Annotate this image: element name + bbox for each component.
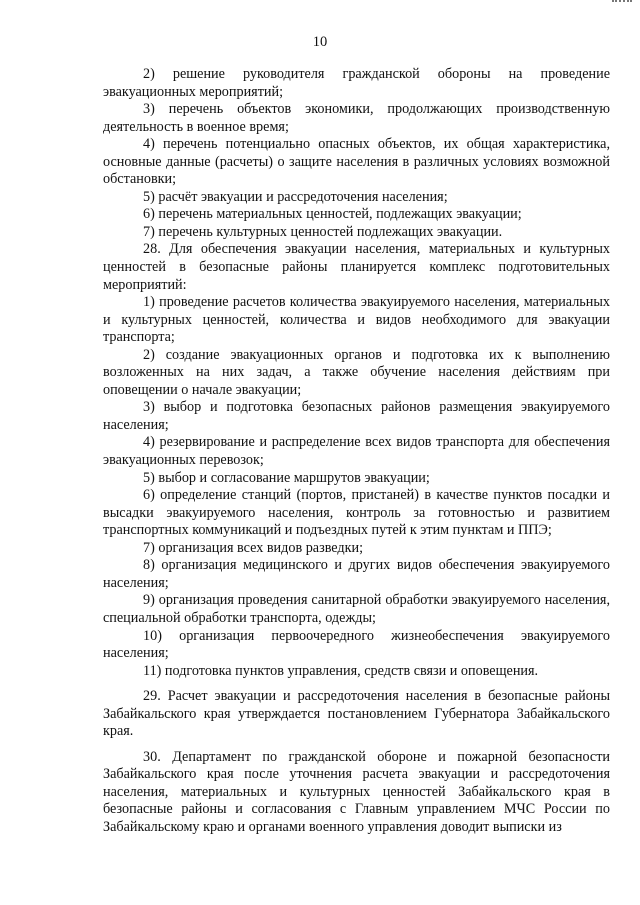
paragraph-item-5: 5) расчёт эвакуации и рассредоточения населения;	[143, 188, 448, 205]
paragraph-28-item-10: 10) организация первоочередного жизнеобеспечения эвакуируемого населения;	[103, 627, 610, 662]
paragraph-item-6: 6) перечень материальных ценностей, подлежащих эвакуации;	[143, 206, 522, 223]
paragraph-28-item-4: 4) резервирование и распределение всех видов транспорта для обеспечения эвакуационных перевозок;	[103, 434, 610, 469]
paragraph-28-item-2: 2) создание эвакуационных органов и подготовка их к выполнению возложенных на них задач, а также обучение населения действиям при оповещении о начале эвакуации;	[103, 346, 610, 398]
paragraph-30: 30. Департамент по гражданской обороне и пожарной безопасности Забайкальского края после уточнения расчета эвакуации и рассредоточения населения, материальных и культурных ценностей Забайкальского края в безопасные районы и согласования с Главным управлением МЧС России по Забайкальскому краю и органами военного управления доводит выписки из	[103, 748, 610, 835]
paragraph-28-item-8: 8) организация медицинского и других видов обеспечения эвакуируемого населения;	[103, 557, 610, 591]
paragraph-28-item-9: 9) организация проведения санитарной обработки эвакуируемого населения, специальной обработки транспорта, одежды;	[103, 592, 610, 626]
paragraph-28-item-11: 11) подготовка пунктов управления, средств связи и оповещения.	[143, 662, 539, 679]
paragraph-28-item-6: 6) определение станций (портов, пристаней) в качестве пунктов посадки и высадки эвакуируемого населения, контроль за готовностью и развитием транспортных коммуникаций и подъездных путей к этим пунктам и ППЭ;	[103, 487, 610, 539]
document-body	[103, 66, 610, 837]
paragraph-28-item-3: 3) выбор и подготовка безопасных районов размещения эвакуируемого населения;	[103, 399, 610, 433]
paragraph-item-3: 3) перечень объектов экономики, продолжающих производственную деятельность в военное время;	[103, 101, 610, 135]
paragraph-29: 29. Расчет эвакуации и рассредоточения населения в безопасные районы Забайкальского края утверждается постановлением Губернатора Забайкальского края.	[103, 688, 610, 740]
paragraph-28: 28. Для обеспечения эвакуации населения, материальных и культурных ценностей в безопасные районы планируется комплекс подготовительных мероприятий:	[103, 241, 610, 293]
paragraph-28-item-5: 5) выбор и согласование маршрутов эвакуации;	[143, 469, 430, 486]
paragraph-item-7: 7) перечень культурных ценностей подлежащих эвакуации.	[143, 223, 503, 240]
page-number: 10	[312, 34, 328, 50]
paragraph-28-item-1: 1) проведение расчетов количества эвакуируемого населения, материальных и культурных ценностей, количества и видов необходимого для эвакуации транспорта;	[103, 294, 610, 346]
paragraph-item-2: 2) решение руководителя гражданской обороны на проведение эвакуационных мероприятий;	[103, 66, 610, 100]
scan-corner-mark	[612, 0, 632, 7]
paragraph-item-4: 4) перечень потенциально опасных объектов, их общая характеристика, основные данные (расчеты) о защите населения в различных условиях возможной обстановки;	[103, 136, 610, 188]
paragraph-28-item-7: 7) организация всех видов разведки;	[143, 539, 364, 556]
